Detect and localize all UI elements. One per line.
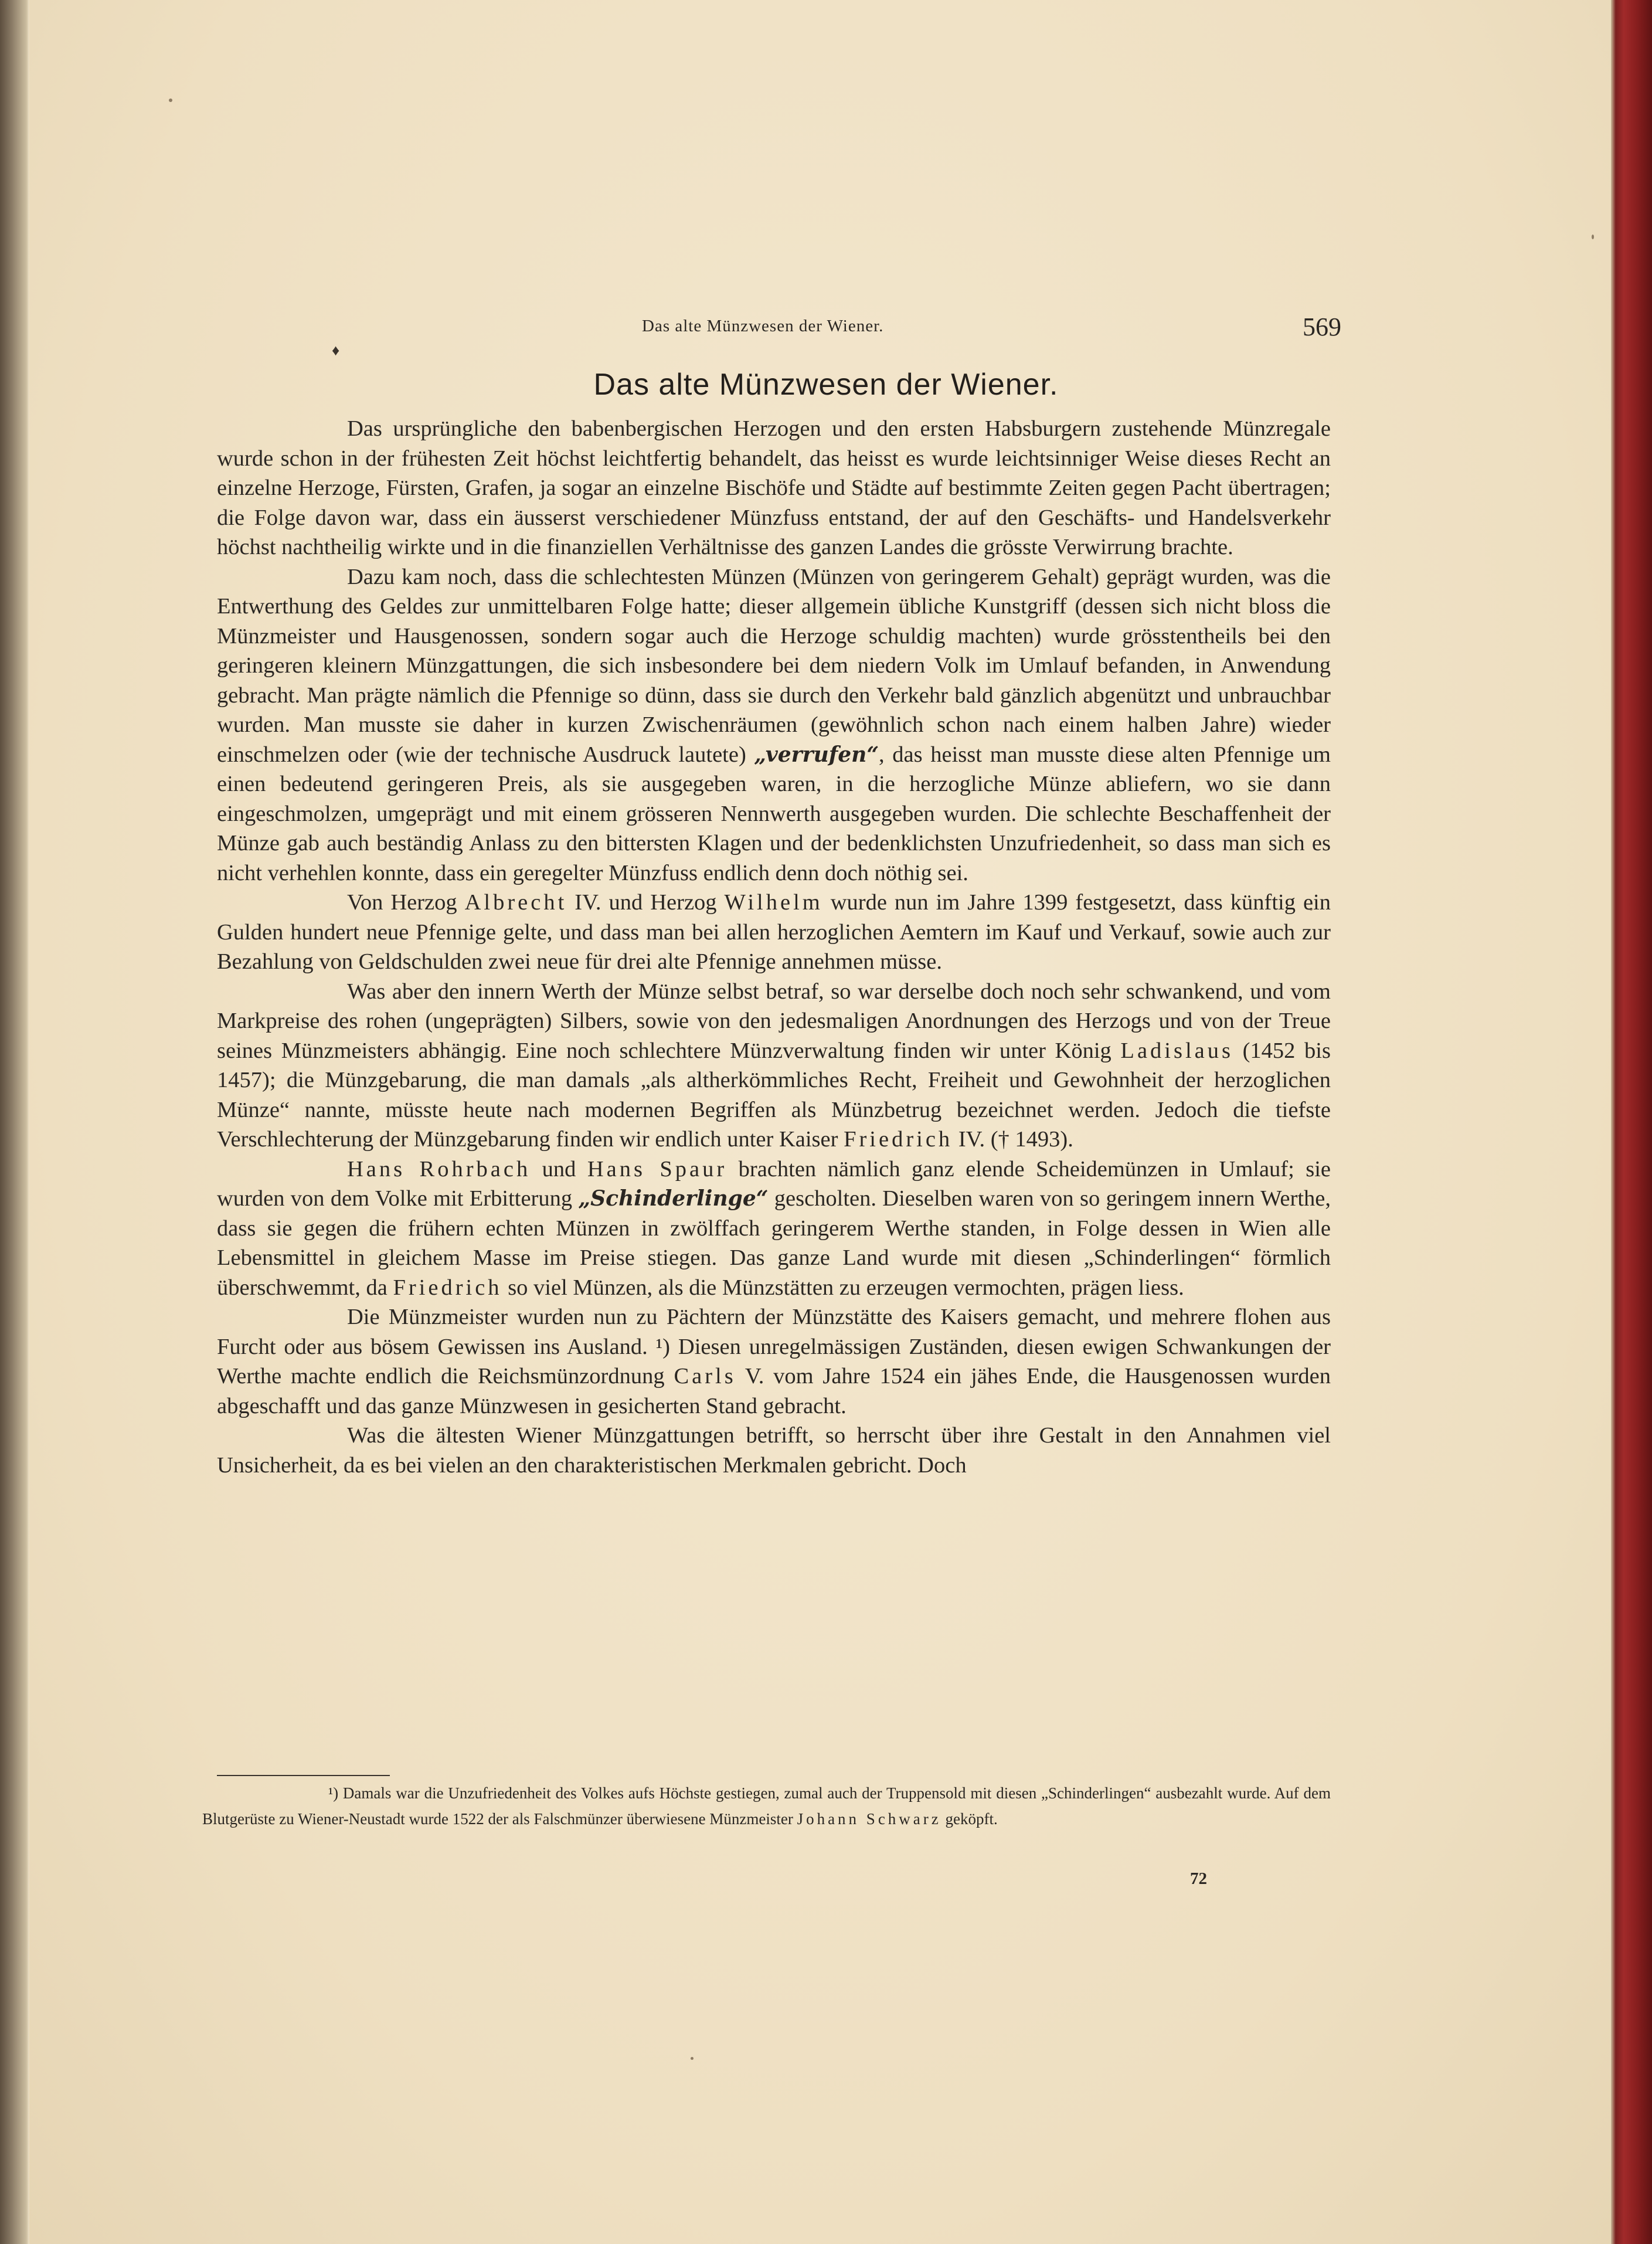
- paragraph: Was die ältesten Wiener Münzgattungen betrifft, so herrscht über ihre Gestalt in den Annahmen viel Unsicherheit, da es bei vielen an den charakteristischen Merkmalen gebricht. Doch: [217, 1423, 1331, 1478]
- signature-mark: 72: [1190, 1869, 1207, 1888]
- article-title: Das alte Münzwesen der Wiener.: [593, 368, 1059, 402]
- running-header: [0, 313, 1652, 352]
- footnote-text: ¹) Damals war die Unzufriedenheit des Volkes aufs Höchste gestiegen, zumal auch der Truppensold mit diesen „Schinderlingen“ ausbezahlt wurde. Auf dem Blutgerüste zu Wiener-Neustadt wurde 1522 der als Falschmünzer überwiesene Münzmeister Johann Schwarz geköpft.: [202, 1784, 1331, 1828]
- running-title: Das alte Münzwesen der Wiener.: [642, 317, 884, 335]
- paragraph: Von Herzog Albrecht IV. und Herzog Wilhelm wurde nun im Jahre 1399 festgesetzt, dass künftig ein Gulden hundert neue Pfennige gelte, und dass man bei allen herzoglichen Aemtern im Kauf und Verkauf, sowie auch zur Bezahlung von Geldschulden zwei neue für drei alte Pfennige annehmen müsse.: [217, 890, 1331, 974]
- article-body: [217, 414, 1331, 1480]
- spaced-name: Hans Spaur: [587, 1156, 728, 1182]
- ornament-mark: ♦: [332, 342, 340, 359]
- paper-speck: [1592, 235, 1594, 239]
- spaced-name: Wilhelm: [724, 890, 823, 915]
- paragraph: Dazu kam noch, dass die schlechtesten Münzen (Münzen von geringerem Gehalt) geprägt wurden, was die Entwerthung des Geldes zur unmittelbaren Folge hatte; dieser allgemein übliche Kunstgriff (dessen sich nicht bloss die Münzmeister und Hausgenossen, sondern sogar auch die Herzoge schuldig machten) wurde grösstentheils bei den geringeren kleinern Münzgattungen, die sich insbesondere bei dem niedern Volk im Umlauf befanden, in Anwendung gebracht. Man prägte nämlich die Pfennige so dünn, dass sie durch den Verkehr bald gänzlich abgenützt und unbrauchbar wurden. Man musste sie daher in kurzen Zwischenräumen (gewöhnlich schon nach einem halben Jahre) wieder einschmelzen oder (wie der technische Ausdruck lautete) „verrufen“, das heisst man musste diese alten Pfennige um einen bedeutend geringeren Preis, als sie ausgegeben waren, in die herzogliche Münze abliefern, wo sie dann eingeschmolzen, umgeprägt und mit einem grösseren Nennwerth ausgegeben wurden. Die schlechte Beschaffenheit der Münze gab auch beständig Anlass zu den bittersten Klagen und der bedenklichsten Unzufriedenheit, so dass man sich es nicht verhehlen konnte, dass ein geregelter Münzfuss endlich denn doch nöthig sei.: [217, 564, 1331, 885]
- fraktur-term: „Schinderlinge“: [578, 1186, 769, 1211]
- paragraph: Hans Rohrbach und Hans Spaur brachten nämlich ganz elende Scheidemünzen in Umlauf; sie wurden von dem Volke mit Erbitterung „Schinderlinge“ gescholten. Dieselben waren von so geringem innern Werthe, dass sie gegen die frühern echten Münzen in zwölffach geringerem Werthe standen, in Folge dessen in Wien alle Lebensmittel in gleichem Masse im Preise stiegen. Das ganze Land wurde mit diesen „Schinderlingen“ förmlich überschwemmt, da Friedrich so viel Münzen, als die Münzstätten zu erzeugen vermochten, prägen liess.: [217, 1156, 1331, 1300]
- spaced-name: Ladislaus: [1120, 1038, 1233, 1063]
- fraktur-term: „verrufen“: [754, 742, 879, 767]
- paper-speck: [691, 2057, 694, 2060]
- footnote-rule: [217, 1775, 390, 1776]
- paragraph: Die Münzmeister wurden nun zu Pächtern der Münzstätte des Kaisers gemacht, und mehrere flohen aus Furcht oder aus bösem Gewissen ins Ausland. ¹) Diesen unregelmässigen Zuständen, diesen ewigen Schwankungen der Werthe machte endlich die Reichsmünzordnung Carls V. vom Jahre 1524 ein jähes Ende, die Hausgenossen wurden abgeschafft und das ganze Münzwesen in gesicherten Stand gebracht.: [217, 1305, 1331, 1418]
- spaced-name: Carls: [674, 1364, 736, 1389]
- page-number: 569: [1303, 313, 1341, 341]
- spaced-name: Hans Rohrbach: [347, 1156, 531, 1182]
- paragraph: Das ursprüngliche den babenbergischen Herzogen und den ersten Habsburgern zustehende Münzregale wurde schon in der frühesten Zeit höchst leichtfertig behandelt, das heisst es wurde leichtsinniger Weise dieses Recht an einzelne Herzoge, Fürsten, Grafen, ja sogar an einzelne Bischöfe und Städte auf bestimmte Zeiten gegen Pacht übertragen; die Folge davon war, dass ein äusserst verschiedener Münzfuss entstand, der auf den Geschäfts- und Handelsverkehr höchst nachtheilig wirkte und in die finanziellen Verhältnisse des ganzen Landes die grösste Verwirrung brachte.: [217, 416, 1331, 559]
- spaced-name: Friedrich: [393, 1275, 502, 1300]
- paper-speck: [169, 99, 172, 102]
- spaced-name: Friedrich: [844, 1127, 953, 1152]
- paragraph: Was aber den innern Werth der Münze selbst betraf, so war derselbe doch noch sehr schwankend, und vom Markpreise des rohen (ungeprägten) Silbers, sowie von den jedesmaligen Anordnungen des Herzogs und von der Treue seines Münzmeisters abhängig. Eine noch schlechtere Münzverwaltung finden wir unter König Ladislaus (1452 bis 1457); die Münzgebarung, die man damals „als altherkömmliches Recht, Freiheit und Gewohnheit der herzoglichen Münze“ nannte, müsste heute nach modernen Begriffen als Münzbetrug bezeichnet werden. Jedoch die tiefste Verschlechterung der Münzgebarung finden wir endlich unter Kaiser Friedrich IV. († 1493).: [217, 979, 1331, 1152]
- spaced-name: Albrecht: [464, 890, 567, 915]
- footnote: [202, 1780, 1331, 1832]
- spaced-name: Johann Schwarz: [797, 1810, 941, 1828]
